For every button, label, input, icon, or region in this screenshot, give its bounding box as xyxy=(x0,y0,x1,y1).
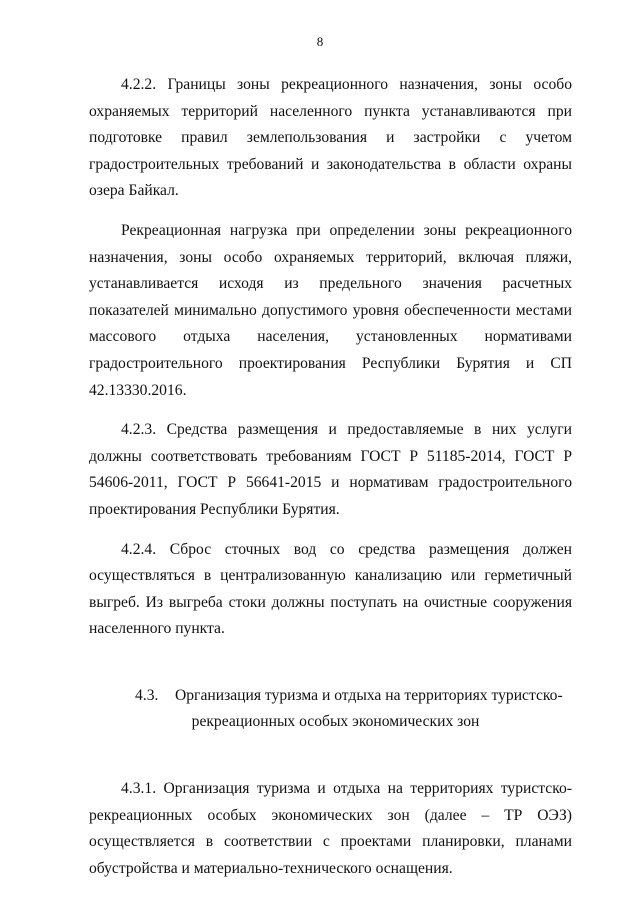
paragraph-4-2-4: 4.2.4. Сброс сточных вод со средства размещения должен осуществляться в централизованную канализацию или герметичный выгреб. Из выгреба стоки должны поступать на очистные сооружения населенного пункта. xyxy=(89,540,572,638)
paragraph-4-2-2: 4.2.2. Границы зоны рекреационного назначения, зоны особо охраняемых территорий населенного пункта устанавливаются при подготовке правил землепользования и застройки с учетом градостроительных требований и законодательства в области охраны озера Байкал. xyxy=(89,76,572,200)
section-heading-4-3 xyxy=(89,683,572,736)
paragraph-4-2-3: 4.2.3. Средства размещения и предоставляемые в них услуги должны соответствовать требованиям ГОСТ Р 51185-2014, ГОСТ Р 54606-2011, ГОСТ Р 56641-2015 и нормативам градостроительного проектирования Республики Бурятия. xyxy=(89,421,572,518)
section-title-part-1: Организация туризма и отдыха на территориях туристско- xyxy=(175,686,563,704)
page-content xyxy=(89,72,572,882)
paragraph-recreational-load: Рекреационная нагрузка при определении зоны рекреационного назначения, зоны особо охраняемых территорий, включая пляжи, устанавливается исходя из предельного значения расчетных показателей минимально допустимого уровня обеспеченности местами массового отдыха населения, установленных нормативами градостроительного проектирования Республики Бурятия и СП 42.13330.2016. xyxy=(89,221,572,399)
section-heading-line-1 xyxy=(89,683,572,710)
section-title-part-2: рекреационных особых экономических зон xyxy=(191,713,480,731)
page-number: 8 xyxy=(316,34,324,49)
paragraph-4-3-1: 4.3.1. Организация туризма и отдыха на территориях туристско-рекреационных особых экономических зон (далее – ТР ОЭЗ) осуществляется в соответствии с проектами планировки, планами обустройства и материально-технического оснащения. xyxy=(89,780,572,877)
section-number: 4.3. xyxy=(135,686,159,704)
